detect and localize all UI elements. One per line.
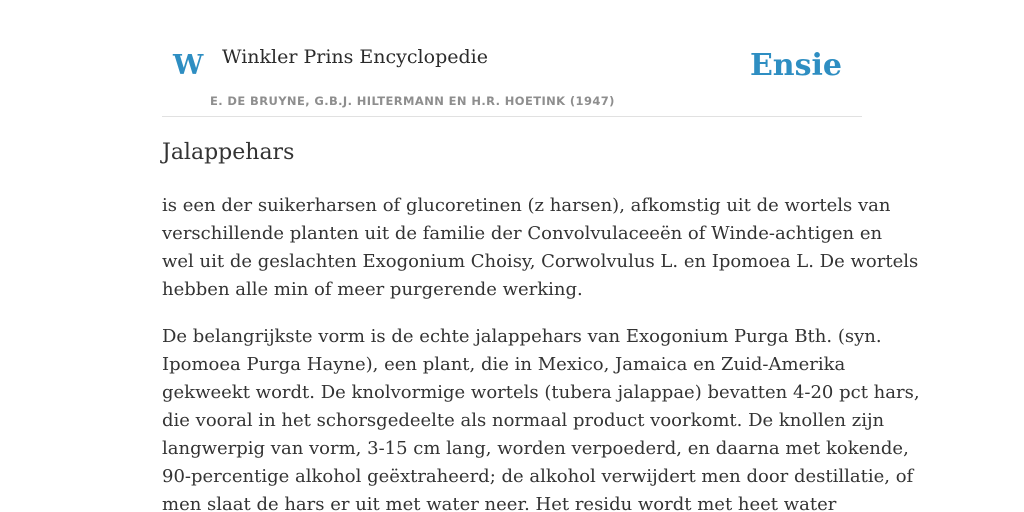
text-line: verschillende planten uit de familie der Convolvulaceeën of Winde-achtigen en — [162, 223, 883, 244]
entry-title: Jalappehars — [162, 140, 295, 165]
text-line: wel uit de geslachten Exogonium Choisy, Corwolvulus L. en Ipomoea L. De wortels — [162, 251, 919, 272]
text-line: 90-percentige alkohol geëxtraheerd; de alkohol verwijdert men door destillatie, of — [162, 466, 914, 487]
publication-title[interactable]: Winkler Prins Encyclopedie — [222, 46, 488, 68]
text-line: gekweekt wordt. De knolvormige wortels (tubera jalappae) bevatten 4-20 pct hars, — [162, 382, 920, 403]
text-line: hebben alle min of meer purgerende werking. — [162, 279, 583, 300]
text-line: De belangrijkste vorm is de echte jalappehars van Exogonium Purga Bth. (syn. — [162, 326, 882, 347]
text-line: men slaat de hars er uit met water neer. Het residu wordt met heet water — [162, 494, 837, 512]
publication-authors: E. DE BRUYNE, G.B.J. HILTERMANN EN H.R. HOETINK (1947) — [210, 94, 615, 108]
ensie-logo[interactable]: Ensie — [749, 48, 842, 83]
paragraph — [162, 323, 920, 512]
text-line: Ipomoea Purga Hayne), een plant, die in Mexico, Jamaica en Zuid-Amerika — [162, 354, 846, 375]
text-line: is een der suikerharsen of glucoretinen (z harsen), afkomstig uit de wortels van — [162, 195, 891, 216]
winkler-prins-logo-icon[interactable]: W — [173, 50, 204, 81]
paragraph — [162, 192, 919, 304]
entry-body — [162, 192, 920, 512]
text-line: die vooral in het schorsgedeelte als normaal product voorkomt. De knollen zijn — [162, 410, 885, 431]
text-line: langwerpig van vorm, 3-15 cm lang, worden verpoederd, en daarna met kokende, — [162, 438, 909, 459]
site-header — [162, 0, 862, 117]
